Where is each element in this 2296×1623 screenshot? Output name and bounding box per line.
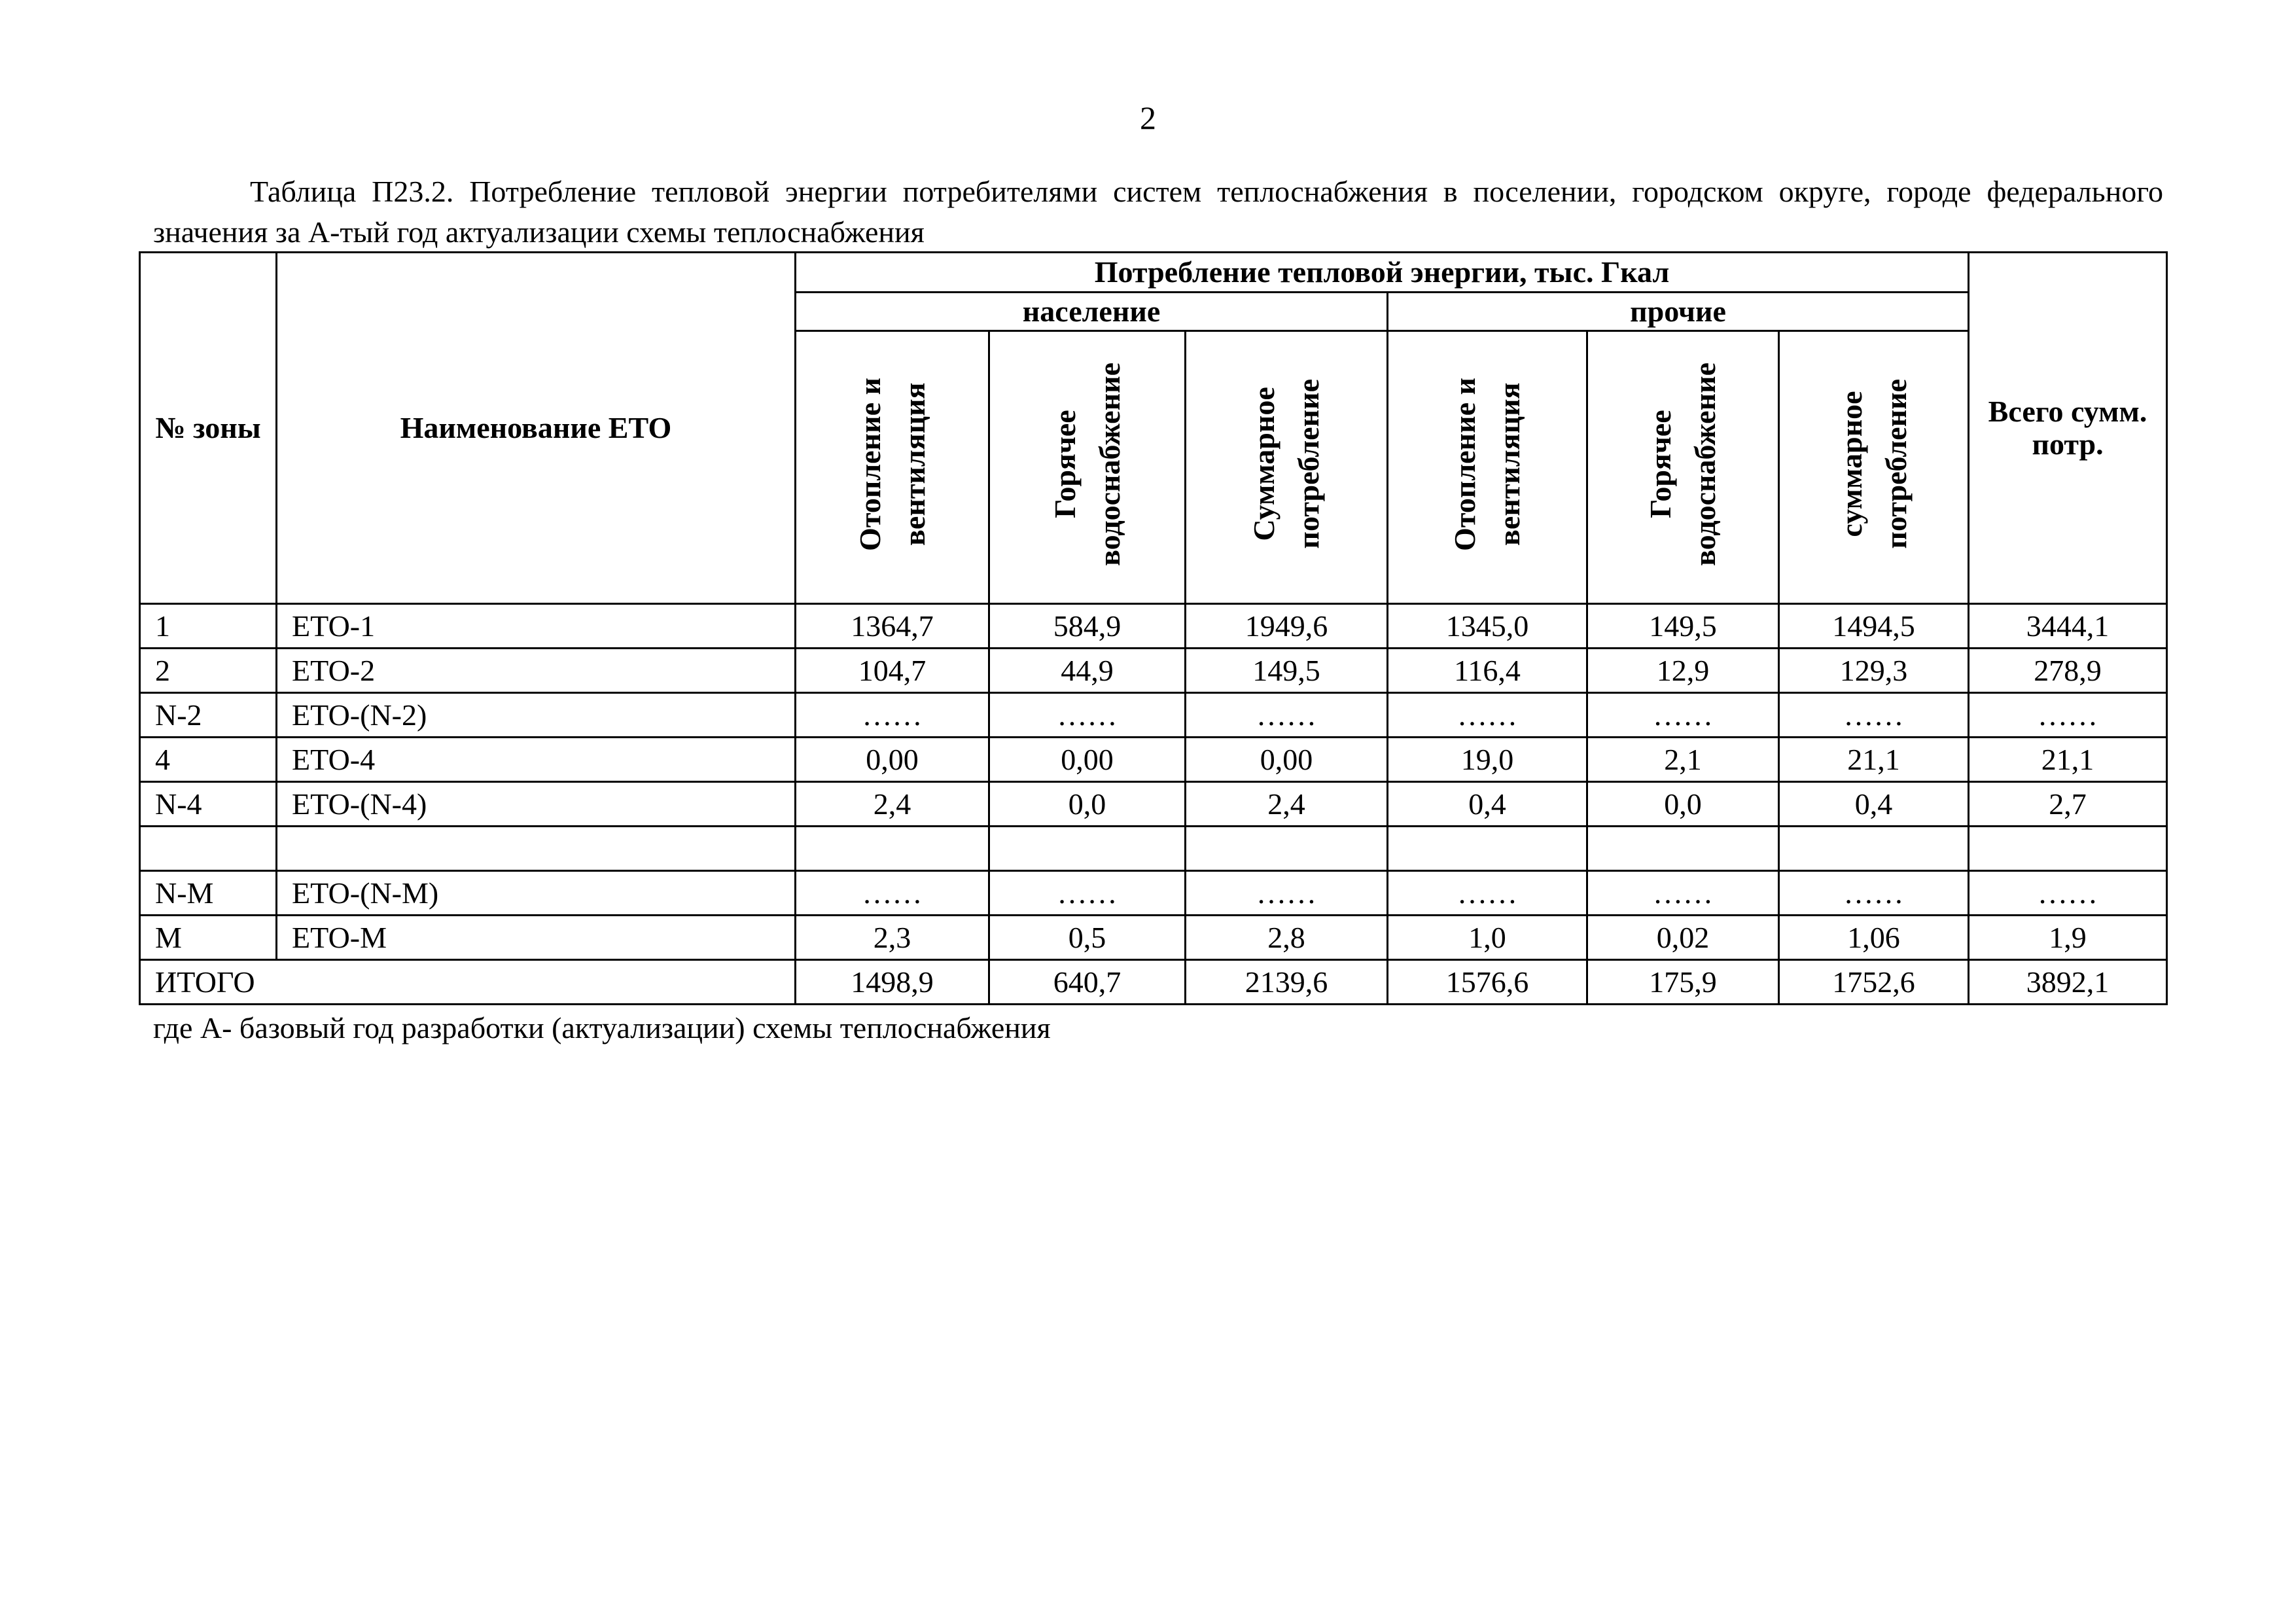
eto-name-cell: ЕТО-(N-4) (277, 782, 796, 827)
table-row (140, 916, 2167, 960)
value-cell (1779, 827, 1969, 871)
value-cell: …… (1587, 871, 1779, 916)
table-row (140, 738, 2167, 782)
table-row (140, 693, 2167, 738)
value-cell (1969, 827, 2167, 871)
eto-name-cell: ЕТО-M (277, 916, 796, 960)
sub-header-other-total (1779, 331, 1969, 604)
total-row-label: ИТОГО (140, 960, 796, 1005)
zone-number-cell: N-2 (140, 693, 277, 738)
value-cell: 44,9 (989, 649, 1186, 693)
consumption-group-header: Потребление тепловой энергии, тыс. Гкал (796, 253, 1969, 293)
footnote: где А- базовый год разработки (актуализации) схемы теплоснабжения (153, 1011, 1051, 1044)
value-cell: 1,06 (1779, 916, 1969, 960)
table-row (140, 827, 2167, 871)
value-cell: 0,00 (989, 738, 1186, 782)
value-cell (1587, 827, 1779, 871)
sub-header-population-heating (796, 331, 989, 604)
value-cell (796, 827, 989, 871)
value-cell: 1345,0 (1388, 604, 1587, 649)
zone-number-cell: N-4 (140, 782, 277, 827)
value-cell (1388, 827, 1587, 871)
value-cell: …… (1587, 693, 1779, 738)
value-cell: 149,5 (1186, 649, 1388, 693)
table-row (140, 649, 2167, 693)
sub-header-label: Горячее водоснабжение (1048, 362, 1126, 566)
total-cell: 3892,1 (1969, 960, 2167, 1005)
eto-name-cell: ЕТО-(N-2) (277, 693, 796, 738)
population-header: население (796, 293, 1388, 331)
value-cell: 21,1 (1969, 738, 2167, 782)
value-cell: 12,9 (1587, 649, 1779, 693)
total-cell: 2139,6 (1186, 960, 1388, 1005)
consumption-table-container (139, 251, 2166, 1005)
value-cell: 116,4 (1388, 649, 1587, 693)
eto-name-cell: ЕТО-1 (277, 604, 796, 649)
zone-number-cell (140, 827, 277, 871)
value-cell: 1,0 (1388, 916, 1587, 960)
value-cell: 0,00 (796, 738, 989, 782)
value-cell: 278,9 (1969, 649, 2167, 693)
value-cell: 104,7 (796, 649, 989, 693)
value-cell: 1364,7 (796, 604, 989, 649)
value-cell: 0,0 (1587, 782, 1779, 827)
value-cell (989, 827, 1186, 871)
table-body (140, 604, 2167, 960)
sub-header-other-hot-water (1587, 331, 1779, 604)
value-cell: 0,5 (989, 916, 1186, 960)
value-cell: 2,4 (796, 782, 989, 827)
total-cell: 1498,9 (796, 960, 989, 1005)
sub-header-other-heating (1388, 331, 1587, 604)
value-cell: …… (1388, 693, 1587, 738)
value-cell: 21,1 (1779, 738, 1969, 782)
sub-header-label: Отопление и вентиляция (853, 377, 931, 551)
value-cell (1186, 827, 1388, 871)
value-cell: 0,4 (1388, 782, 1587, 827)
value-cell: …… (1388, 871, 1587, 916)
sub-header-label: Отопление и вентиляция (1448, 377, 1526, 551)
zone-number-cell: M (140, 916, 277, 960)
value-cell: 3444,1 (1969, 604, 2167, 649)
value-cell: 2,4 (1186, 782, 1388, 827)
eto-name-cell: ЕТО-2 (277, 649, 796, 693)
table-row (140, 782, 2167, 827)
value-cell: …… (1969, 693, 2167, 738)
value-cell: 0,0 (989, 782, 1186, 827)
sub-header-label: суммарное потребление (1834, 379, 1913, 549)
value-cell: …… (989, 871, 1186, 916)
table-row (140, 604, 2167, 649)
value-cell: …… (1779, 871, 1969, 916)
value-cell: 2,7 (1969, 782, 2167, 827)
total-row (140, 960, 2167, 1005)
value-cell: 0,4 (1779, 782, 1969, 827)
value-cell: 149,5 (1587, 604, 1779, 649)
total-cell: 175,9 (1587, 960, 1779, 1005)
total-consumption-header: Всего сумм. потр. (1969, 253, 2167, 604)
value-cell: 2,3 (796, 916, 989, 960)
eto-name-cell: ЕТО-(N-M) (277, 871, 796, 916)
total-cell: 1576,6 (1388, 960, 1587, 1005)
eto-name-header: Наименование ЕТО (277, 253, 796, 604)
other-consumers-header: прочие (1388, 293, 1969, 331)
zone-number-header: № зоны (140, 253, 277, 604)
value-cell: 1,9 (1969, 916, 2167, 960)
value-cell: 2,8 (1186, 916, 1388, 960)
eto-name-cell (277, 827, 796, 871)
sub-header-population-hot-water (989, 331, 1186, 604)
value-cell: …… (796, 693, 989, 738)
value-cell: 584,9 (989, 604, 1186, 649)
value-cell: 0,00 (1186, 738, 1388, 782)
total-cell: 640,7 (989, 960, 1186, 1005)
value-cell: 1494,5 (1779, 604, 1969, 649)
zone-number-cell: 2 (140, 649, 277, 693)
table-caption: Таблица П23.2. Потребление тепловой энергии потребителями систем теплоснабжения в поселении, городском округе, городе федерального значения за А-тый год актуализации схемы теплоснабжения (153, 175, 2163, 249)
value-cell: …… (1779, 693, 1969, 738)
value-cell: …… (1186, 693, 1388, 738)
value-cell: …… (1186, 871, 1388, 916)
zone-number-cell: 1 (140, 604, 277, 649)
value-cell: …… (989, 693, 1186, 738)
sub-header-label: Горячее водоснабжение (1644, 362, 1722, 566)
sub-header-population-total (1186, 331, 1388, 604)
sub-header-label: Суммарное потребление (1247, 379, 1325, 549)
value-cell: 1949,6 (1186, 604, 1388, 649)
value-cell: 19,0 (1388, 738, 1587, 782)
value-cell: …… (1969, 871, 2167, 916)
consumption-table (139, 251, 2168, 1005)
eto-name-cell: ЕТО-4 (277, 738, 796, 782)
value-cell: …… (796, 871, 989, 916)
total-cell: 1752,6 (1779, 960, 1969, 1005)
zone-number-cell: 4 (140, 738, 277, 782)
value-cell: 129,3 (1779, 649, 1969, 693)
value-cell: 2,1 (1587, 738, 1779, 782)
page-number: 2 (1140, 99, 1156, 136)
value-cell: 0,02 (1587, 916, 1779, 960)
zone-number-cell: N-M (140, 871, 277, 916)
table-row (140, 871, 2167, 916)
